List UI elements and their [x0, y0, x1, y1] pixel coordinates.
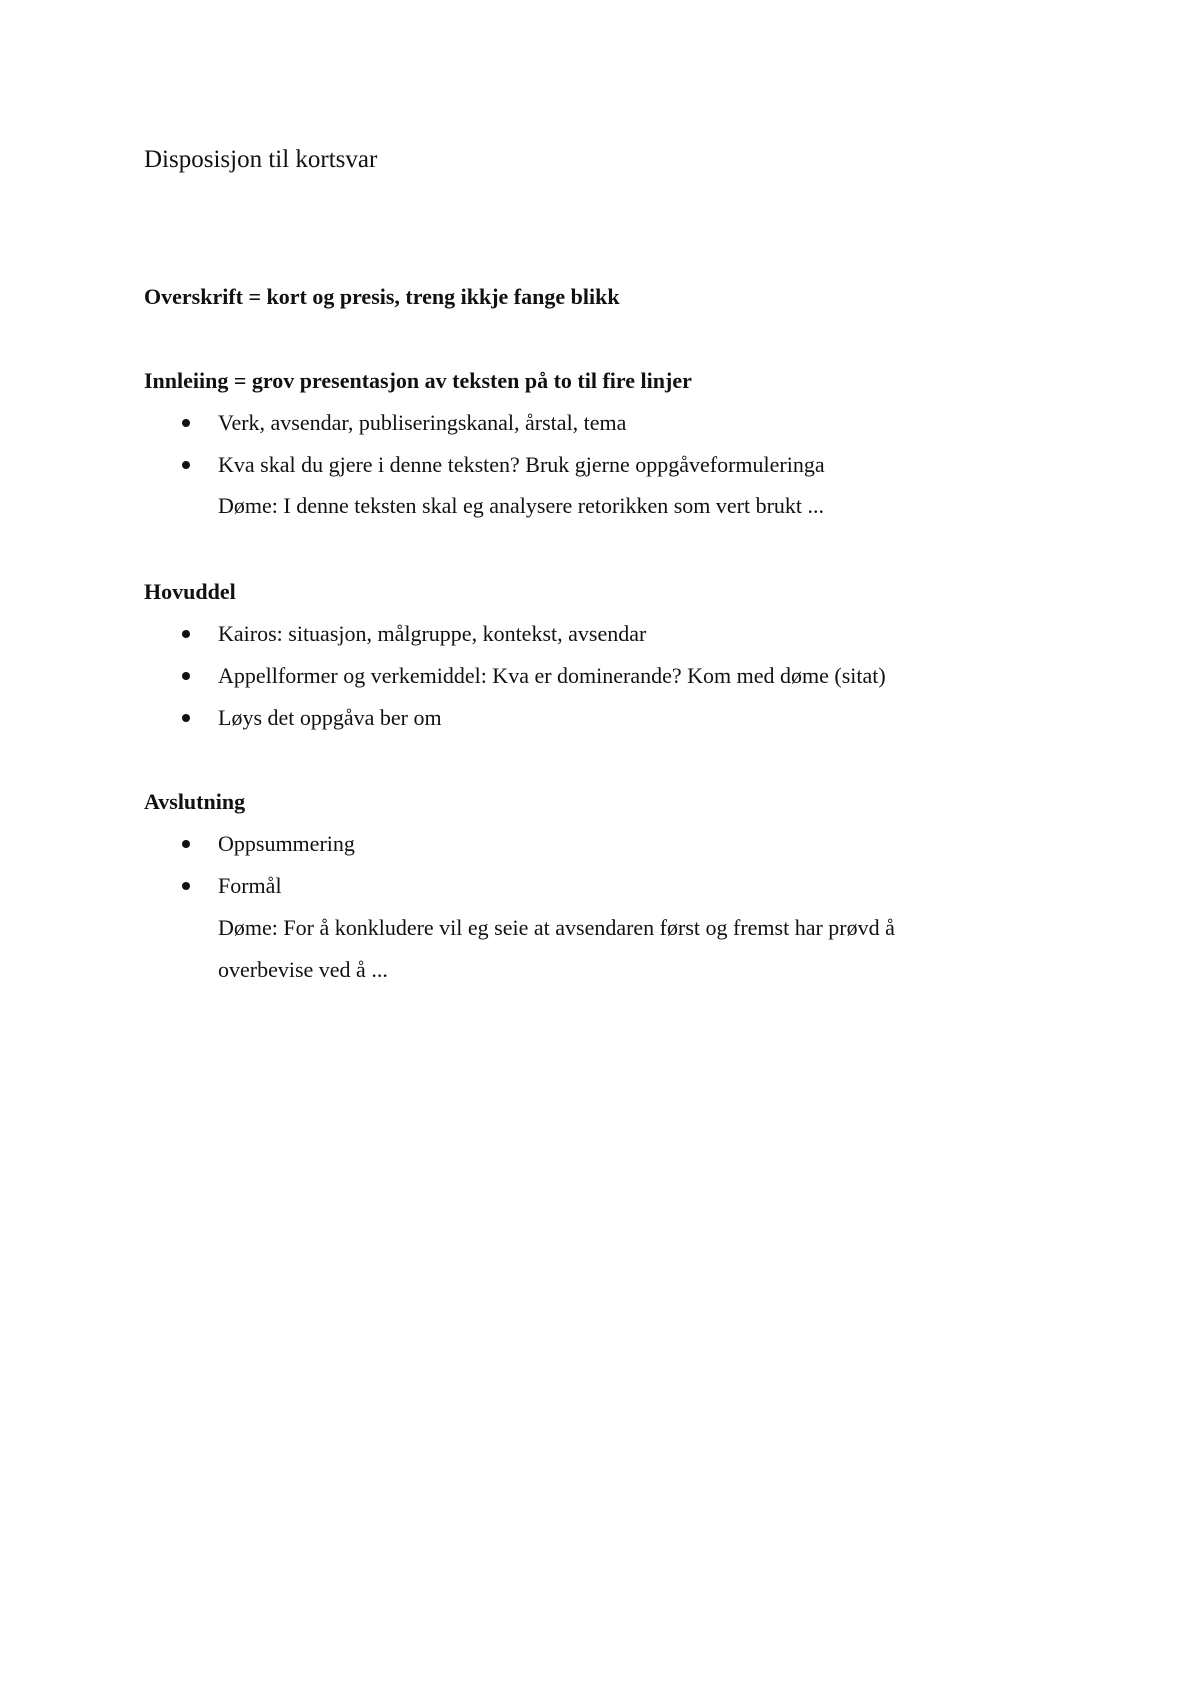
bullet-icon — [182, 882, 190, 890]
document-title: Disposisjon til kortsvar — [144, 146, 378, 173]
example-text: overbevise ved å ... — [218, 957, 388, 982]
bullet-icon — [182, 840, 190, 848]
list-item-text: Kairos: situasjon, målgruppe, kontekst, avsendar — [218, 621, 647, 646]
heading-hovuddel: Hovuddel — [144, 579, 236, 604]
list-item-text: Løys det oppgåva ber om — [218, 705, 442, 730]
list-item-text: Verk, avsendar, publiseringskanal, årstal, tema — [218, 410, 627, 435]
heading-avslutning: Avslutning — [144, 789, 246, 814]
bullet-icon — [182, 714, 190, 722]
bullet-icon — [182, 630, 190, 638]
heading-innleiing: Innleiing = grov presentasjon av teksten på to til fire linjer — [144, 368, 692, 393]
bullet-icon — [182, 672, 190, 680]
list-item-text: Kva skal du gjere i denne teksten? Bruk gjerne oppgåveformuleringa — [218, 452, 825, 477]
heading-overskrift: Overskrift = kort og presis, treng ikkje fange blikk — [144, 284, 620, 309]
list-item-text: Oppsummering — [218, 831, 355, 856]
example-text: Døme: I denne teksten skal eg analysere retorikken som vert brukt ... — [218, 493, 825, 518]
bullet-icon — [182, 419, 190, 427]
example-text: Døme: For å konkludere vil eg seie at avsendaren først og fremst har prøvd å — [218, 915, 895, 940]
bullet-icon — [182, 461, 190, 469]
list-item-text: Appellformer og verkemiddel: Kva er dominerande? Kom med døme (sitat) — [218, 663, 886, 688]
list-item-text: Formål — [218, 873, 282, 898]
